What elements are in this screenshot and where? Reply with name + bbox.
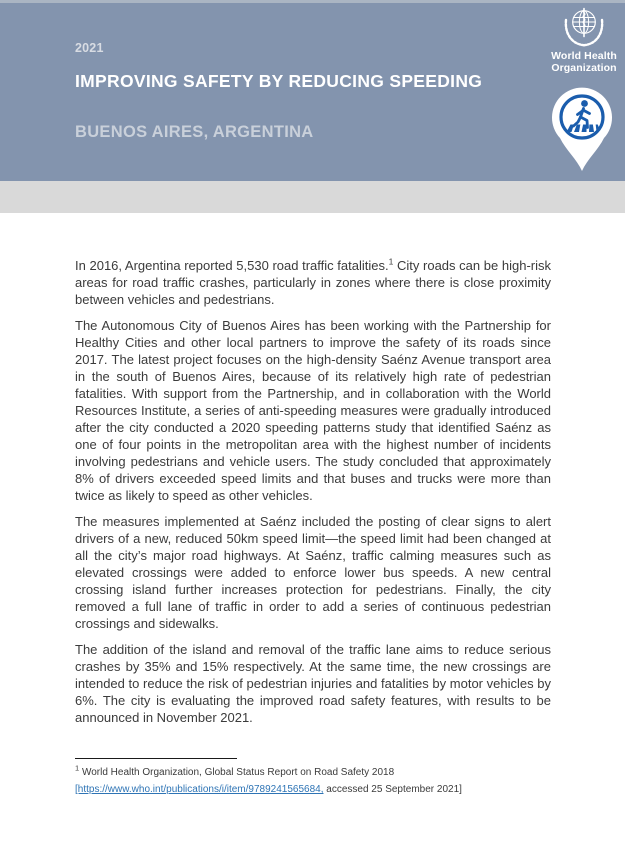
footnote-reference [75,764,565,781]
year-label: 2021 [75,41,104,55]
paragraph-text: In 2016, Argentina reported 5,530 road traffic fatalities. [75,258,389,273]
page-title: IMPROVING SAFETY BY REDUCING SPEEDING [75,71,483,91]
body-text [75,257,551,735]
who-emblem-icon [544,7,624,49]
divider-band [0,181,625,213]
header-top-edge [0,0,625,3]
footnote-marker-superscript: 1 [388,256,394,267]
footnote-hyperlink[interactable]: [https://www.who.int/publications/i/item/9789241565684, [75,784,324,795]
who-logo [544,7,624,74]
pedestrian-crossing-pin-icon [551,87,613,178]
paragraph-text: City roads can be high-risk areas for road traffic crashes, particularly in zones where there is close proximity between vehicles and pedestrians. [75,258,551,307]
body-paragraph-2: The Autonomous City of Buenos Aires has been working with the Partnership for Healthy Cities and other local partners to improve the safety of its roads since 2017. The latest project focuses on the high-density Saénz Avenue transport area in the south of Buenos Aires, because of its relatively high rate of pedestrian fatalities. With support from the Partnership, and in collaboration with the World Resources Institute, a series of anti-speeding measures were gradually introduced after the city conducted a 2020 speeding patterns study that identified Saénz as one of four points in the metropolitan area with the highest number of incidents involving pedestrians and vehicle users. The study concluded that approximately 8% of drivers exceeded speed limits and that buses and trucks were more than twice as likely to speed as other vehicles. [75,318,551,503]
body-paragraph-3: The measures implemented at Saénz included the posting of clear signs to alert drivers of a new, reduced 50km speed limit—the speed limit had been changed at all the city’s major road highways. At Saénz, traffic calming measures such as elevated crossings were added to enforce lower bus speeds. A new central crossing island further increases protection for pedestrians. Finally, the city removed a full lane of traffic in order to add a series of continuous pedestrian crossings and sidewalks. [75,514,551,631]
footnote-reference-text: World Health Organization, Global Status Report on Road Safety 2018 [79,767,395,778]
footnote-separator-rule [75,758,237,759]
footnote-number: 1 [75,763,80,773]
page-subtitle: BUENOS AIRES, ARGENTINA [75,123,314,141]
footnote-access-date: accessed 25 September 2021] [323,784,462,795]
who-wordmark-line1: World Health [551,50,617,62]
body-paragraph-1 [75,257,551,308]
who-wordmark [544,51,624,74]
footnote-link-line [75,781,565,798]
who-wordmark-line2: Organization [551,61,617,74]
body-paragraph-4: The addition of the island and removal of the traffic lane aims to reduce serious crashes by 35% and 15% respectively. At the same time, the new crossings are intended to reduce the risk of pedestrian injuries and fatalities by motor vehicles by 6%. The city is evaluating the improved road safety features, with results to be announced in November 2021. [75,642,551,725]
footnote [75,758,565,798]
header-banner [0,0,625,181]
